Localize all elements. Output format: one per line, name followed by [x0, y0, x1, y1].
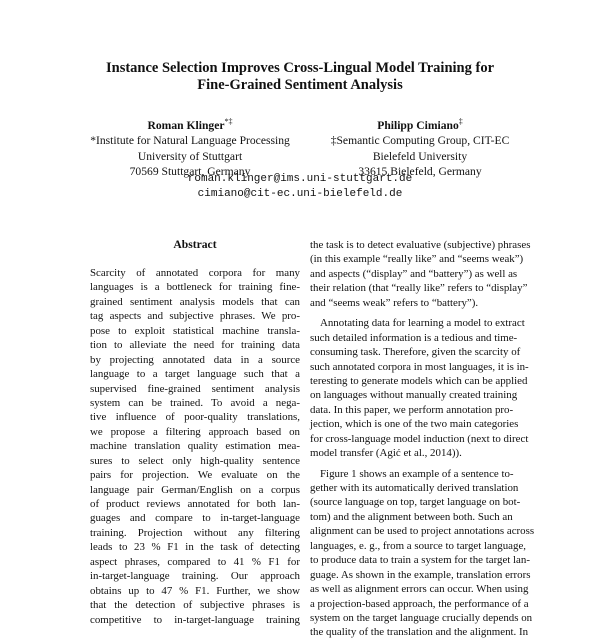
abstract-line: obtains up to 47 % F1. Further, we show: [90, 584, 300, 597]
abstract-line: language to a target language such that a: [90, 368, 300, 381]
text-line: and “seems weak” refers to “battery”).: [310, 296, 479, 309]
email-2[interactable]: cimiano@cit-ec.uni-bielefeld.de: [197, 187, 403, 200]
author-mark-2: ‡: [458, 117, 463, 126]
abstract-line: we propose a filtering approach based on: [90, 425, 300, 438]
author-2-affil-3: 33615 Bielefeld, Germany: [358, 165, 482, 179]
abstract-line: system can be trained. To avoid a nega-: [90, 396, 300, 409]
author-mark-1: *‡: [224, 117, 233, 126]
text-line: Figure 1 shows an example of a sentence to-: [320, 467, 514, 480]
text-line: the quality of the translation and the alignment. In: [310, 626, 529, 639]
intro-paragraph-1: [310, 238, 531, 310]
text-line: their relation (that “really like” refers to “display”: [310, 282, 528, 295]
text-line: alignment can be used to project annotations across: [310, 525, 535, 538]
abstract-line: Scarcity of annotated corpora for many: [90, 267, 300, 279]
intro-paragraph-3: [310, 467, 535, 640]
intro-body: [310, 238, 535, 640]
abstract-line: languages is a bottleneck for training fine-: [90, 281, 300, 294]
abstract-line: machine translation quality estimation mea-: [90, 440, 300, 453]
title-line-1: Instance Selection Improves Cross-Lingual Model Training for: [105, 60, 495, 76]
text-line: model transfer (Agić et al., 2014)).: [310, 447, 462, 460]
author-1-affil-3: 70569 Stuttgart, Germany: [129, 165, 251, 179]
text-line: such annotated corpora in most languages, it is in-: [310, 360, 529, 373]
paper-title: [0, 60, 600, 94]
abstract-line: sures to select only high-quality sentence: [90, 454, 300, 467]
author-name-2: Philipp Cimiano: [377, 118, 459, 132]
text-line: (in this example “really like” and “seems weak”): [310, 253, 524, 266]
text-line: tom) and the alignment between both. Such an: [310, 510, 513, 523]
abstract-body: [90, 266, 300, 627]
text-line: and aspects (“display” and “battery”) as well as: [310, 267, 518, 280]
email-block: [0, 172, 600, 201]
text-line: data. In this paper, we perform annotation pro-: [310, 403, 514, 416]
text-line: guage. As shown in the example, translation errors: [310, 568, 531, 581]
text-line: Annotating data for learning a model to extract: [320, 317, 525, 330]
abstract-line: in-target-language training. Our approach: [90, 570, 300, 583]
text-line: consuming task. Therefore, given the scarcity of: [310, 346, 521, 359]
abstract-line: tive influence of poor-quality translations,: [90, 411, 300, 424]
text-line: teresting to generate models which can be applied: [310, 374, 528, 387]
text-line: system on the target language crucially depends on: [310, 611, 533, 624]
text-line: to produce data to train a system for the target lan-: [310, 554, 530, 567]
abstract-line: grained sentiment analysis models that can: [90, 295, 300, 308]
abstract-line: training. Projection without any filtering: [90, 526, 300, 539]
author-block-1: [70, 114, 310, 179]
abstract-line: that the detection of subjective phrases is: [90, 599, 300, 612]
title-line-2: Fine-Grained Sentiment Analysis: [197, 77, 403, 93]
abstract-line: tion to alleviate the need for training data: [90, 339, 300, 352]
text-line: for cross-language model induction (next to direct: [310, 432, 529, 445]
author-1-affil-1: *Institute for Natural Language Processing: [90, 134, 290, 148]
abstract-line: by projecting annotated data in a source: [90, 353, 300, 366]
abstract-line: guages and compare to in-target-language: [90, 512, 300, 525]
abstract-line: pose to exploit statistical machine transla-: [90, 324, 300, 337]
author-2-affil-1: ‡Semantic Computing Group, CIT-EC: [330, 134, 510, 148]
abstract-heading: Abstract: [173, 238, 217, 251]
abstract-line: tag aspects and subjective phrases. We pro-: [90, 310, 300, 323]
text-line: gether with its automatically derived translation: [310, 482, 519, 494]
abstract-line: language pair German/English on a corpus: [90, 483, 300, 496]
abstract-line: leads to 23 % F1 in the task of detecting: [90, 541, 300, 554]
text-line: jection, which is one of the two main categories: [310, 418, 519, 431]
abstract-line: pairs for projection. We evaluate on the: [90, 469, 300, 482]
abstract-line: aspect phrases, compared to 41 % F1 for: [90, 555, 300, 568]
email-1[interactable]: roman.klinger@ims.uni-stuttgart.de: [187, 173, 413, 185]
text-line: the task is to detect evaluative (subjective) phrases: [310, 239, 531, 251]
text-line: as well as alignment errors can occur. When using: [310, 583, 529, 596]
author-2-affil-2: Bielefeld University: [372, 149, 468, 163]
author-name-1: Roman Klinger: [147, 118, 225, 132]
intro-paragraph-2: [310, 316, 529, 460]
text-line: a projection-based approach, the performance of a: [310, 597, 529, 610]
abstract-line: competitive to in-target-language training: [90, 613, 300, 626]
abstract-line: supervised fine-grained sentiment analysis: [90, 382, 300, 395]
author-block-2: [300, 114, 540, 179]
abstract-line: of product reviews annotated for both lan-: [90, 498, 300, 510]
text-line: on languages without manually created training: [310, 389, 518, 402]
author-1-affil-2: University of Stuttgart: [137, 149, 243, 163]
text-line: such detailed information is a tedious and time-: [310, 331, 518, 344]
text-line: (source language on top, target language on bot-: [310, 496, 521, 509]
text-line: languages, e. g., from a source to target language,: [310, 539, 527, 552]
